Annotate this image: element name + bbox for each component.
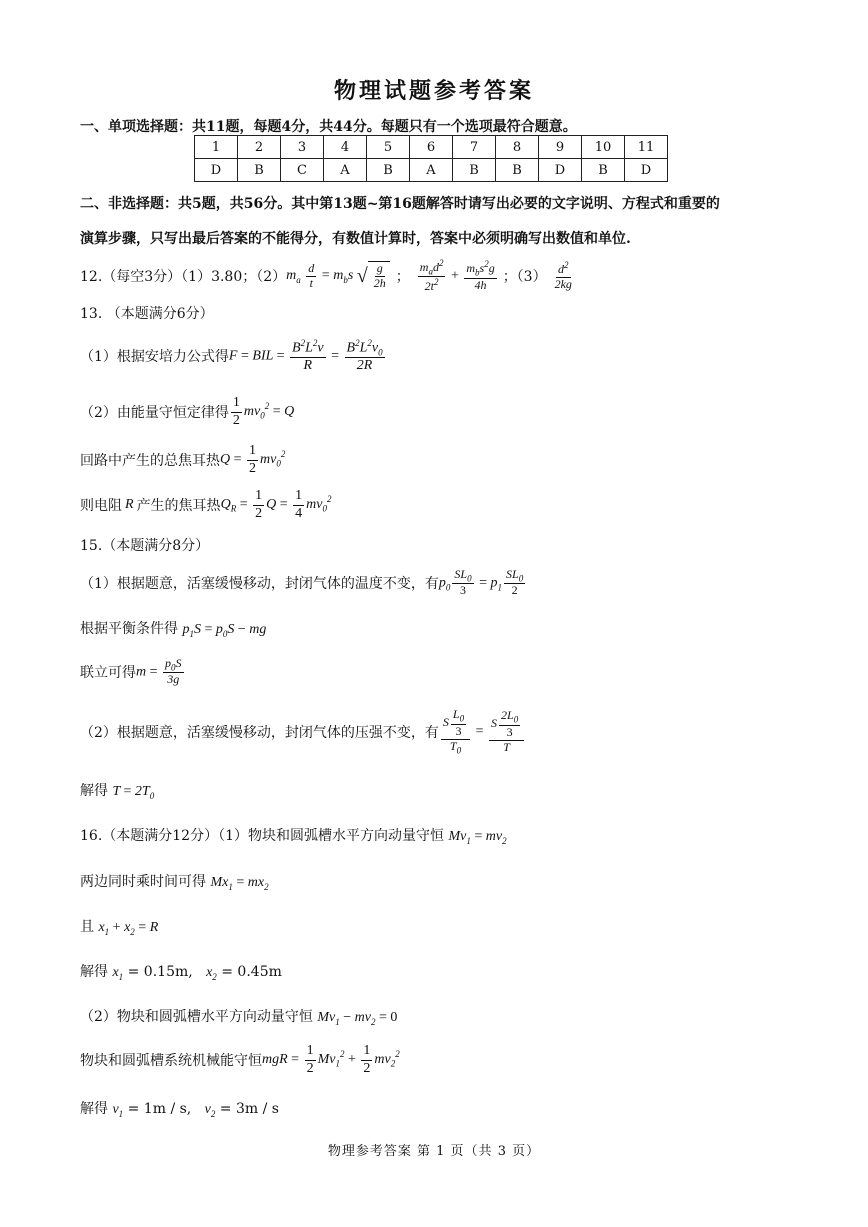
q16-text-3: 解得 xyxy=(80,964,108,980)
q16-line5 xyxy=(80,1040,400,1080)
q15-formula-4: S $\frac{L_0}{3}$ $T_0$ = S $\frac{2L_0}{3}$ T xyxy=(439,708,526,755)
q15-line4 xyxy=(80,702,526,762)
q15-text-4: （2）根据题意，活塞缓慢移动，封闭气体的压强不变，有 xyxy=(80,725,439,741)
answer-table-number-cell: 4 xyxy=(324,136,367,159)
q13-line2 xyxy=(80,392,294,432)
q13-formula-3: Q = $\frac{1}{2}$ $mv_0^2$ xyxy=(220,443,286,476)
q15-line2 xyxy=(80,618,266,639)
q13-line4 xyxy=(80,485,331,525)
q12-formula-1: $m_a$ $\frac{d}{t}$ = $m_bs$ √ $\frac{g}{2h}$ xyxy=(286,261,390,291)
q13-formula-1: F = BIL = $\frac{B^2L^2v}{R}$ = $\frac{B^2L^2v_0}{2R}$ xyxy=(228,337,383,374)
q16-text-4: （2）物块和圆弧槽水平方向动量守恒 xyxy=(80,1009,313,1025)
answer-table-number-cell: 1 xyxy=(195,136,238,159)
answer-table-answer-cell: A xyxy=(410,159,453,182)
q15-formula-2: $p_1S = p_0S$ − mg xyxy=(182,622,267,639)
q13-resistor-symbol: R xyxy=(125,497,134,512)
answer-table-number-cell: 9 xyxy=(539,136,582,159)
q15-text-2: 根据平衡条件得 xyxy=(80,621,178,637)
section-1-heading: 一、单项选择题：共11题，每题4分，共44分。每题只有一个选项最符合题意。 xyxy=(80,119,577,135)
q16-x2-symbol: $x_2$ xyxy=(206,965,217,982)
answer-table-number-cell: 8 xyxy=(496,136,539,159)
answer-table-answer-cell: D xyxy=(195,159,238,182)
q16-x1-value: = 0.15m xyxy=(127,964,189,980)
answer-table-number-cell: 2 xyxy=(238,136,281,159)
q12-answer xyxy=(80,256,576,296)
q13-text-4b: 产生的焦耳热 xyxy=(136,498,221,514)
q12-sep: ； xyxy=(395,269,410,285)
page-title: 物理试题参考答案 xyxy=(333,78,534,104)
section-2-heading-line2: 演算步骤，只写出最后答案的不能得分，有数值计算时，答案中必须明确写出数值和单位. xyxy=(80,231,631,247)
answer-table-answer-cell: D xyxy=(539,159,582,182)
q16-v2-value: = 3m / s xyxy=(219,1101,279,1117)
answer-table-answer-cell: B xyxy=(582,159,625,182)
q15-line5 xyxy=(80,780,154,801)
q13-text-4a: 则电阻 xyxy=(80,498,122,514)
q15-line3 xyxy=(80,652,186,692)
q15-formula-1: $p_0$ $\frac{SL_0}{3}$ = $p_1$ $\frac{SL_0}{2}$ xyxy=(438,566,524,598)
q15-text-5: 解得 xyxy=(80,783,108,799)
answer-table xyxy=(194,135,668,182)
answer-table-answer-cell: A xyxy=(324,159,367,182)
q12-formula-3: $\frac{d^2}{2kg}$ xyxy=(554,260,572,291)
q16-x2-value: = 0.45m xyxy=(221,964,282,980)
q16-text-2: 且 xyxy=(80,919,94,935)
q15-formula-5: $T = 2T_0$ xyxy=(112,784,155,801)
q15-line1 xyxy=(80,563,527,603)
q16-text-6: 解得 xyxy=(80,1101,108,1117)
q15-formula-3: m = $\frac{p_0S}{3g}$ xyxy=(136,655,182,687)
q16-line-header xyxy=(80,825,507,846)
q12-part3: ；（3） xyxy=(502,269,547,285)
q13-formula-2: $\frac{1}{2}$ $mv_0^2 = Q$ xyxy=(232,395,295,428)
q16-line3: 解得 $x_1 = 0.15m$, $x_2 = 0.45m$ xyxy=(80,964,282,982)
answer-table-number-cell: 11 xyxy=(625,136,668,159)
q16-x1-symbol: $x_1$ xyxy=(112,965,124,982)
answer-table-number-cell: 10 xyxy=(582,136,625,159)
q13-formula-4: $Q_R$ = $\frac{1}{2}$ Q = $\frac{1}{4}$ $mv_0^2$ xyxy=(220,488,332,521)
q12-prefix: 12.（每空3分）（1）3.80；（2） xyxy=(80,269,287,285)
q16-line2 xyxy=(80,916,158,937)
q12-formula-2: $\frac{m_ad^2}{2t^2}$ + $\frac{m_bs^2g}{4h}$ xyxy=(419,257,495,294)
answer-table-number-cell: 5 xyxy=(367,136,410,159)
q13-text-2: （2）由能量守恒定律得 xyxy=(80,405,229,421)
answer-table-answer-cell: D xyxy=(625,159,668,182)
answer-table-answer-cell: C xyxy=(281,159,324,182)
q16-text-5: 物块和圆弧槽系统机械能守恒 xyxy=(80,1053,262,1069)
q13-text-3: 回路中产生的总焦耳热 xyxy=(80,453,220,469)
q16-formula-4: $Mv_1 - mv_2 = 0$ xyxy=(317,1010,398,1027)
q16-v1-symbol: $v_1$ xyxy=(112,1102,124,1119)
q15-text-3: 联立可得 xyxy=(80,665,136,681)
q15-text-1: （1）根据题意，活塞缓慢移动，封闭气体的温度不变，有 xyxy=(80,576,439,592)
q16-v1-value: = 1m / s xyxy=(127,1101,187,1117)
q16-v2-symbol: $v_2$ xyxy=(204,1102,216,1119)
q13-header: 13. （本题满分6分） xyxy=(80,306,214,322)
q15-header: 15.（本题满分8分） xyxy=(80,538,210,554)
q16-formula-1: $Mv_1 = mv_2$ xyxy=(448,829,507,846)
answer-table-number-cell: 7 xyxy=(453,136,496,159)
answer-table-answer-cell: B xyxy=(453,159,496,182)
section-2-heading-line1: 二、非选择题：共5题，共56分。其中第13题~第16题解答时请写出必要的文字说明、方程式和重要的 xyxy=(80,196,720,212)
page-footer: 物理参考答案 第 1 页（共 3 页） xyxy=(327,1144,541,1159)
q13-line3 xyxy=(80,440,285,480)
answer-table-number-cell: 3 xyxy=(281,136,324,159)
q16-line6: 解得 $v_1 = 1m / s$, $v_2 = 3m / s$ xyxy=(80,1101,279,1119)
answer-table-answer-row xyxy=(195,159,668,182)
q16-formula-5: mgR = $\frac{1}{2}$ $Mv_1^2$ + $\frac{1}{2}$ $mv_2^2$ xyxy=(262,1043,400,1076)
q16-formula-3: $x_1 + x_2 = R$ xyxy=(98,920,159,937)
answer-table-number-row xyxy=(195,136,668,159)
answer-table-answer-cell: B xyxy=(367,159,410,182)
q16-text-1: 两边同时乘时间可得 xyxy=(80,874,206,890)
q16-line1 xyxy=(80,871,269,892)
q13-line1 xyxy=(80,336,387,376)
answer-table-answer-cell: B xyxy=(238,159,281,182)
answer-table-number-cell: 6 xyxy=(410,136,453,159)
q16-line4 xyxy=(80,1006,397,1027)
q16-formula-2: $Mx_1 = mx_2$ xyxy=(210,875,269,892)
answer-table-answer-cell: B xyxy=(496,159,539,182)
q13-text-1: （1）根据安培力公式得 xyxy=(80,349,229,365)
q16-header: 16.（本题满分12分）（1）物块和圆弧槽水平方向动量守恒 xyxy=(80,828,444,844)
